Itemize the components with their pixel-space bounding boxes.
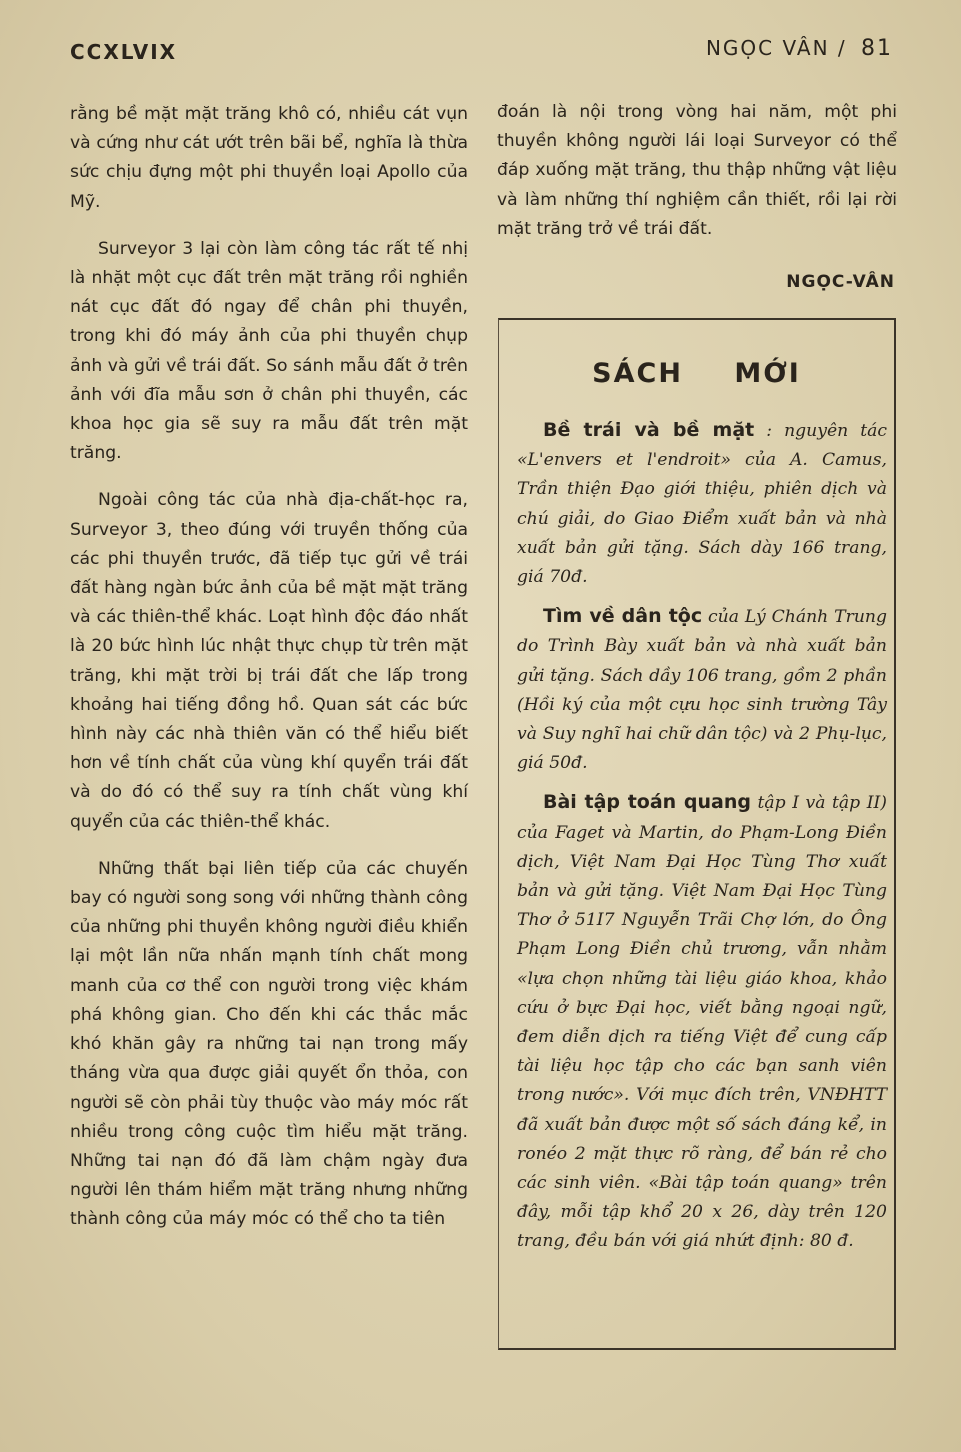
new-books-list	[517, 416, 887, 1267]
left-column	[70, 100, 468, 1253]
new-books-title: SÁCH MỚI	[592, 358, 801, 389]
paragraph: Surveyor 3 lại còn làm công tác rất tế nhị là nhặt một cục đất trên mặt trăng rồi nghiền nát cục đất đó ngay để chân phi thuyền, trong khi đó máy ảnh của phi thuyền chụp ảnh và gửi về trái đất. So sánh mẫu đất ở trên ảnh với đĩa mẫu sơn ở chân phi thuyền, các khoa học gia sẽ suy ra mẫu đất trên mặt trăng.	[70, 238, 468, 464]
paragraph: rằng bề mặt mặt trăng khô có, nhiều cát vụn và cứng như cát ướt trên bãi bể, nghĩa là thừa sức chịu đựng một phi thuyền loại Apollo của Mỹ.	[70, 104, 468, 212]
running-header-right: NGỌC VÂN / 81	[705, 36, 893, 61]
author-signature: NGỌC-VÂN	[786, 272, 895, 292]
book-description: tập I và tập II) của Faget và Martin, do Phạm-Long Điền dịch, Việt Nam Đại Học Tùng Thơ xuất bản và gửi tặng. Việt Nam Đại Học Tùng Thơ ở 51I7 Nguyễn Trãi Chợ lớn, do Ông Phạm Long Điền chủ trương, vẫn nhằm «lựa chọn những tài liệu giáo khoa, khảo cứu ở bực Đại học, viết bằng ngoại ngữ, đem diễn dịch ra tiếng Việt để cung cấp tài liệu học tập cho các bạn sanh viên trong nước». Với mục đích trên, VNĐHTT đã xuất bản được một số sách đáng kể, in ronéo 2 mặt thực rõ ràng, để bán rẻ cho các sinh viên. «Bài tập toán quang» trên đây, mỗi tập khổ 20 x 26, dày trên 120 trang, đều bán với giá nhứt định: 80 đ.	[517, 793, 887, 1252]
running-header-author: NGỌC VÂN	[705, 36, 830, 60]
book-title: Tìm về dân tộc	[543, 605, 703, 628]
paragraph: đoán là nội trong vòng hai năm, một phi thuyền không người lái loại Surveyor có thể đáp xuống mặt trăng, thu thập những vật liệu và làm những thí nghiệm cần thiết, rồi lại rời mặt trăng trở về trái đất.	[497, 102, 897, 239]
book-entry	[517, 416, 887, 592]
right-column	[497, 98, 897, 244]
book-title: Bề trái và bề mặt	[543, 419, 755, 441]
book-entry	[517, 788, 887, 1256]
book-entry	[517, 602, 887, 778]
book-description: : nguyên tác «L'envers et l'endroit» của A. Camus, Trần thiện Đạo giới thiệu, phiên dịch và chú giải, do Giao Điểm xuất bản và nhà xuất bản gửi tặng. Sách dày 166 trang, giá 70đ.	[517, 421, 887, 588]
paragraph: Những thất bại liên tiếp của các chuyến bay có người song song với những thành công của những phi thuyền không người điều khiển lại một lần nữa nhấn mạnh tính chất mong manh của cơ thể con người trong việc khám phá không gian. Cho đến khi các thắc mắc khó khăn gây ra những tai nạn trong mấy tháng vừa qua được giải quyết ổn thỏa, con người sẽ còn phải tùy thuộc vào máy móc rất nhiều trong công cuộc tìm hiểu mặt trăng. Những tai nạn đó đã làm chậm ngày đưa người lên thám hiểm mặt trăng nhưng những thành công của máy móc có thể cho ta tiên	[70, 858, 468, 1230]
new-books-box	[498, 318, 896, 1350]
page-number: 81	[861, 36, 893, 61]
book-title: Bài tập toán quang	[543, 791, 751, 814]
book-description: của Lý Chánh Trung do Trình Bày xuất bản và nhà xuất bản gửi tặng. Sách dầy 106 trang, gồm 2 phần (Hồi ký của một cựu học sinh trường Tây và Suy nghĩ hai chữ dân tộc) và 2 Phụ-lục, giá 50đ.	[517, 607, 887, 774]
paragraph: Ngoài công tác của nhà địa-chất-học ra, Surveyor 3, theo đúng với truyền thống của các phi thuyền trước, đã tiếp tục gửi về trái đất hàng ngàn bức ảnh của bề mặt mặt trăng và các thiên-thể khác. Loạt hình độc đáo nhất là 20 bức hình lúc nhật thực chụp từ trên mặt trăng, khi mặt trời bị trái đất che lấp trong khoảng hai tiếng đồng hồ. Quan sát các bức hình này các nhà thiên văn có thể hiểu biết hơn về tính chất của vùng khí quyển trái đất và do đó có thể suy ra tính chất vùng khí quyển của các thiên-thể khác.	[70, 490, 468, 832]
running-header-left: CCXLVIX	[70, 40, 178, 64]
